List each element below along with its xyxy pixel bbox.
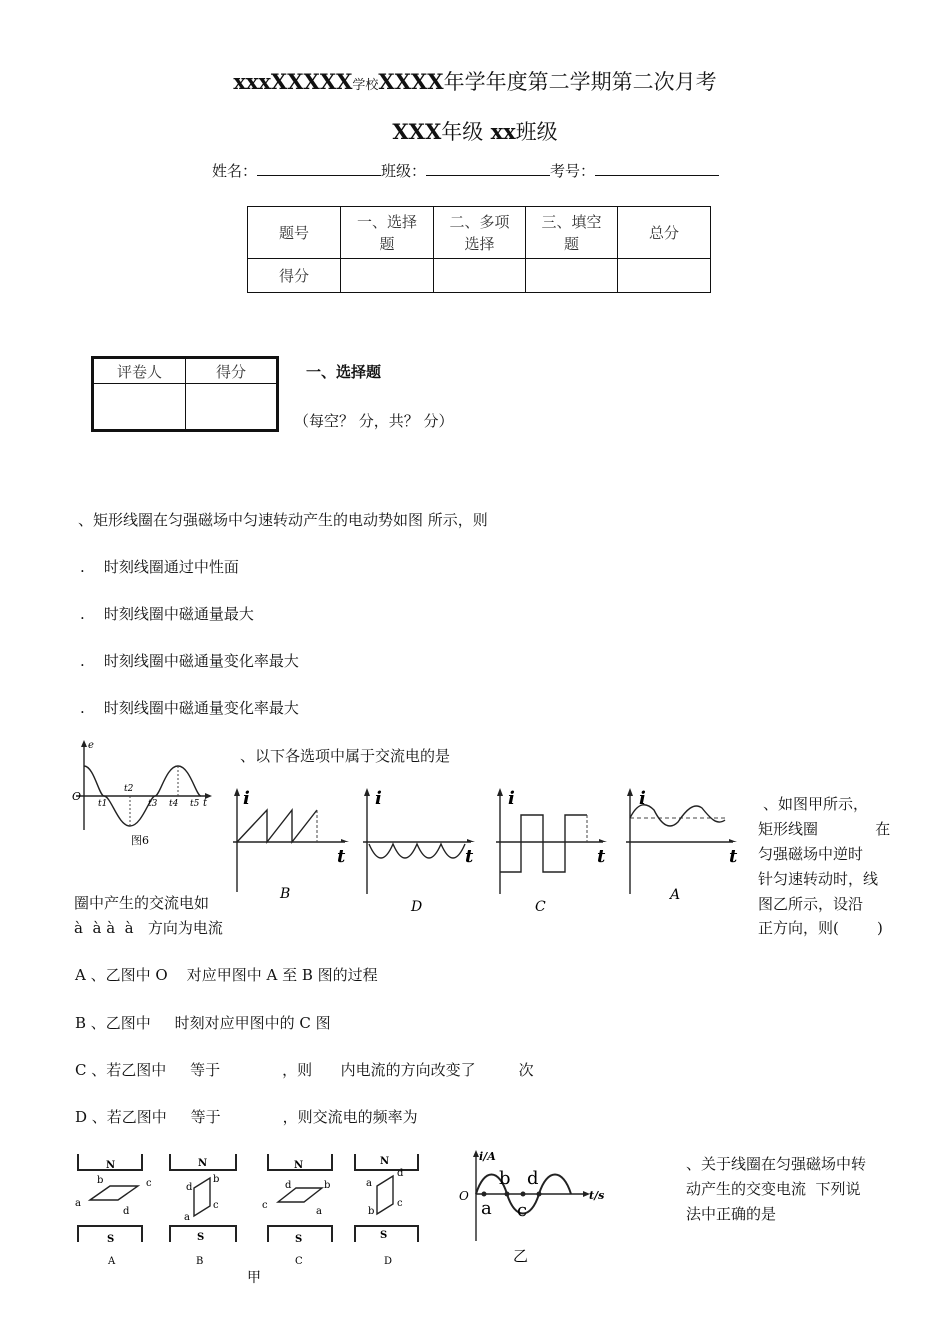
class-label: 班级： bbox=[381, 162, 427, 180]
corner-label: d bbox=[123, 1206, 130, 1217]
yi-point bbox=[505, 1192, 510, 1197]
south-pole-label: S bbox=[380, 1230, 388, 1241]
fig6-origin: O bbox=[72, 790, 82, 803]
axis-i-label: i bbox=[375, 788, 382, 809]
q2-graph-a bbox=[626, 788, 738, 903]
q3-option: C 、若乙图中 等于 ，则 内电流的方向改变了 次 bbox=[75, 1061, 534, 1079]
panel-label: C bbox=[295, 1256, 303, 1267]
q4-text-line: 、关于线圈在匀强磁场中转 bbox=[686, 1155, 867, 1173]
corner-label: a bbox=[75, 1198, 81, 1209]
corner-label: a bbox=[184, 1212, 190, 1223]
subtitle-class-code: xx bbox=[490, 119, 516, 144]
q4-text-line: 法中正确的是 bbox=[686, 1205, 777, 1223]
q3-text-line: 矩形线圈 在 bbox=[758, 820, 891, 838]
fig6-caption: 图6 bbox=[131, 834, 149, 847]
corner-label: d bbox=[397, 1168, 404, 1179]
score-header-cell: 总分 bbox=[618, 207, 711, 259]
corner-label: d bbox=[186, 1182, 193, 1193]
exam-title bbox=[0, 66, 950, 96]
section-title: 一、选择题 bbox=[306, 363, 382, 381]
score-input-cell[interactable] bbox=[618, 259, 711, 293]
q3-option: A 、乙图中 O 对应甲图中 A 至 B 图的过程 bbox=[75, 966, 378, 984]
q3-option: B 、乙图中 时刻对应甲图中的 C 图 bbox=[75, 1014, 331, 1032]
yi-point bbox=[482, 1192, 487, 1197]
q3-text-line: 匀强磁场中逆时 bbox=[758, 845, 864, 863]
subtitle-grade-code: XXX bbox=[392, 119, 442, 144]
figure-jia-coils bbox=[70, 1146, 430, 1288]
student-info-line bbox=[212, 160, 719, 181]
corner-label: b bbox=[368, 1206, 375, 1217]
yi-point-label: d bbox=[527, 1168, 539, 1189]
q1-stem: 、矩形线圈在匀强磁场中匀速转动产生的电动势如图 所示，则 bbox=[78, 511, 488, 529]
q3-option: D 、若乙图中 等于 ，则交流电的频率为 bbox=[75, 1108, 418, 1126]
grader-score-cell[interactable] bbox=[186, 384, 278, 431]
coil-panel-b bbox=[170, 1154, 236, 1267]
name-label: 姓名： bbox=[212, 162, 258, 180]
name-field[interactable] bbox=[257, 161, 381, 176]
q2-graphs bbox=[225, 780, 755, 920]
corner-label: a bbox=[316, 1206, 322, 1217]
fig6-x-label: t bbox=[203, 798, 208, 809]
score-header-cell: 二、多项 选择 bbox=[434, 207, 526, 259]
title-school-code: xxxXXXXX bbox=[233, 69, 353, 94]
score-header-cell: 一、选择 题 bbox=[341, 207, 434, 259]
south-pole-label: S bbox=[197, 1232, 205, 1243]
q1-option: . 时刻线圈中磁通量最大 bbox=[80, 605, 254, 623]
fig6-y-label: e bbox=[88, 740, 94, 751]
score-header-cell: 三、填空 题 bbox=[526, 207, 618, 259]
axis-t-label: t bbox=[337, 846, 346, 867]
q3-text-line: 正方向，则( ) bbox=[758, 919, 883, 937]
coil-panel-a bbox=[75, 1154, 152, 1267]
title-school-word: 学校 bbox=[352, 78, 379, 93]
grader-box bbox=[91, 356, 279, 432]
subtitle-grade-word: 年级 bbox=[441, 120, 484, 144]
panel-label: A bbox=[108, 1256, 116, 1267]
coil-panel-c bbox=[262, 1154, 332, 1267]
fig6-tick-label: t4 bbox=[169, 799, 179, 809]
axis-t-label: t bbox=[465, 846, 474, 867]
figure-yi-current-graph bbox=[455, 1146, 615, 1266]
fig-yi-caption: 乙 bbox=[513, 1247, 529, 1265]
yi-x-label: t/s bbox=[589, 1189, 605, 1202]
figure-6-emf-graph bbox=[66, 736, 216, 851]
panel-label: B bbox=[196, 1256, 204, 1267]
subtitle-class-word: 班级 bbox=[515, 120, 558, 144]
q2-graph-d bbox=[363, 788, 475, 915]
yi-y-label: i/A bbox=[479, 1150, 496, 1163]
panel-label: D bbox=[384, 1256, 393, 1267]
q1-option: . 时刻线圈中磁通量变化率最大 bbox=[80, 699, 299, 717]
graph-label-d: D bbox=[411, 899, 423, 915]
score-input-cell[interactable] bbox=[341, 259, 434, 293]
fig6-tick-label: t2 bbox=[124, 784, 134, 794]
north-pole-label: N bbox=[380, 1156, 390, 1167]
exam-subtitle bbox=[0, 116, 950, 146]
north-pole-label: N bbox=[106, 1160, 116, 1171]
corner-label: c bbox=[262, 1200, 268, 1211]
corner-label: c bbox=[397, 1198, 403, 1209]
axis-i-label: i bbox=[508, 788, 515, 809]
grader-name-cell[interactable] bbox=[93, 384, 186, 431]
fig6-tick-label: t3 bbox=[148, 799, 158, 809]
corner-label: b bbox=[97, 1175, 104, 1186]
axis-i-label: i bbox=[639, 788, 646, 809]
q2-graph-c bbox=[496, 788, 607, 915]
yi-point-label: c bbox=[517, 1200, 528, 1221]
axis-t-label: t bbox=[597, 846, 606, 867]
yi-point-label: a bbox=[481, 1198, 492, 1219]
south-pole-label: S bbox=[107, 1234, 115, 1245]
class-field[interactable] bbox=[426, 161, 550, 176]
corner-label: b bbox=[324, 1180, 331, 1191]
yi-point bbox=[537, 1192, 542, 1197]
q3-text-line: 针匀速转动时，线 bbox=[758, 870, 879, 888]
q2-stem: 、以下各选项中属于交流电的是 bbox=[240, 747, 451, 765]
axis-i-label: i bbox=[243, 788, 250, 809]
score-input-cell[interactable] bbox=[526, 259, 618, 293]
corner-label: c bbox=[213, 1200, 219, 1211]
corner-label: b bbox=[213, 1174, 220, 1185]
id-label: 考号： bbox=[550, 162, 596, 180]
score-header-cell: 题号 bbox=[248, 207, 341, 259]
yi-origin: O bbox=[459, 1189, 469, 1203]
q3-text-line: 、如图甲所示， bbox=[763, 795, 869, 813]
north-pole-label: N bbox=[198, 1158, 208, 1169]
q4-text-line: 动产生的交变电流 下列说 bbox=[686, 1180, 861, 1198]
coil-panel-d bbox=[355, 1154, 418, 1267]
q2-graph-b bbox=[233, 788, 349, 902]
yi-point-label: b bbox=[499, 1168, 511, 1189]
corner-label: a bbox=[366, 1178, 372, 1189]
south-pole-label: S bbox=[295, 1234, 303, 1245]
q3-text-line: à à à à 方向为电流 bbox=[74, 919, 223, 937]
graph-label-a: A bbox=[670, 887, 681, 903]
score-row-label: 得分 bbox=[248, 259, 341, 293]
grader-label: 评卷人 bbox=[93, 358, 186, 384]
graph-label-c: C bbox=[535, 899, 546, 915]
q1-option: . 时刻线圈中磁通量变化率最大 bbox=[80, 652, 299, 670]
q3-text-line: 圈中产生的交流电如 bbox=[74, 894, 210, 912]
q3-text-line: 图乙所示，设沿 bbox=[758, 895, 864, 913]
title-year-code: XXXX bbox=[378, 69, 444, 94]
yi-point bbox=[521, 1192, 526, 1197]
fig-jia-caption: 甲 bbox=[247, 1270, 261, 1286]
fig6-tick-label: t5 bbox=[190, 799, 200, 809]
fig6-tick-label: t1 bbox=[98, 799, 108, 809]
score-table bbox=[247, 206, 711, 293]
axis-t-label: t bbox=[729, 846, 738, 867]
fig6-y-arrow bbox=[81, 740, 87, 747]
north-pole-label: N bbox=[294, 1160, 304, 1171]
grader-score-label: 得分 bbox=[186, 358, 278, 384]
graph-label-b: B bbox=[280, 886, 291, 902]
q1-option: . 时刻线圈通过中性面 bbox=[80, 558, 239, 576]
score-input-cell[interactable] bbox=[434, 259, 526, 293]
section-points: （每空？ 分，共？ 分） bbox=[294, 412, 454, 430]
corner-label: d bbox=[285, 1180, 292, 1191]
id-field[interactable] bbox=[595, 161, 719, 176]
corner-label: c bbox=[146, 1178, 152, 1189]
title-term: 年学年度第二学期第二次月考 bbox=[443, 70, 717, 94]
